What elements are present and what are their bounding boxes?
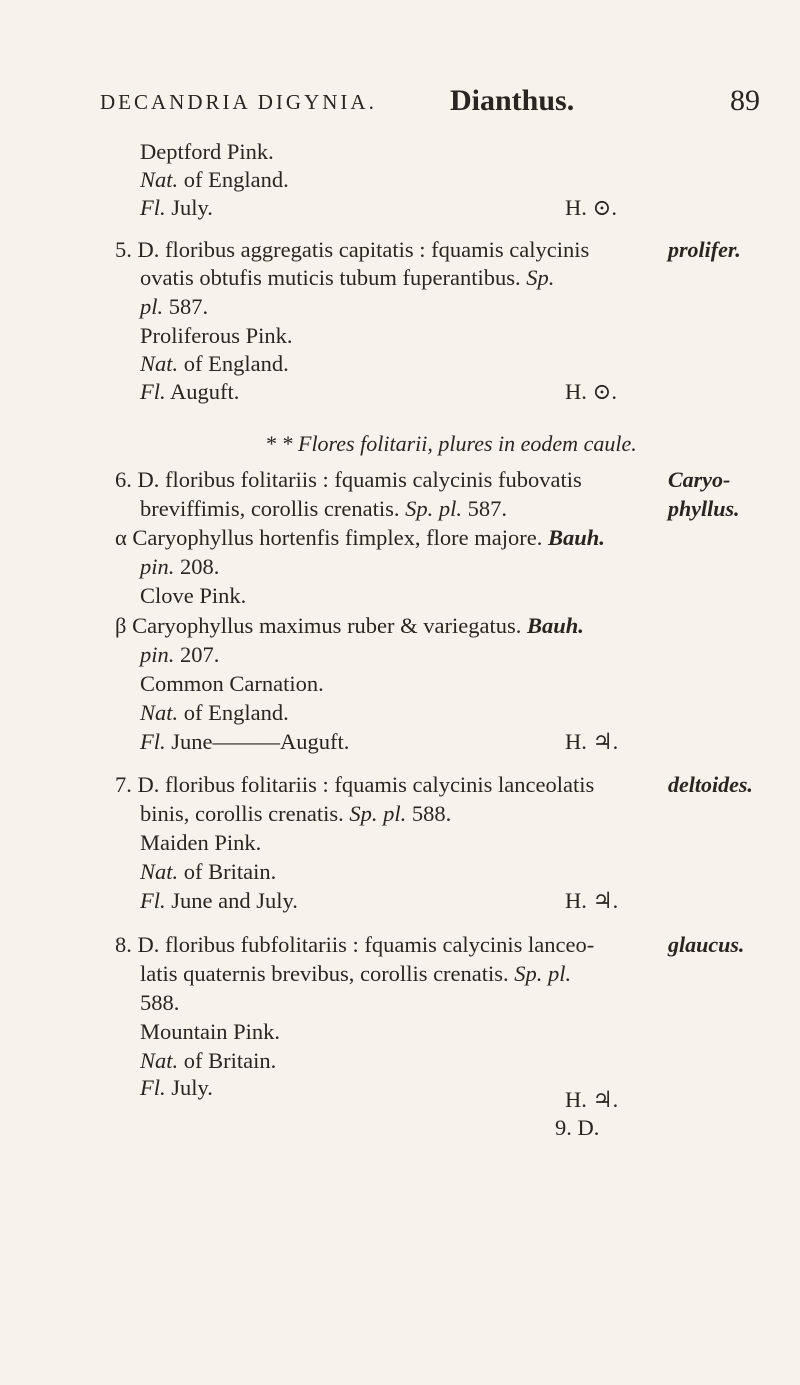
entry-6-beta-ref: pin. 207. (140, 642, 220, 667)
entry-8-diagnosis-cont: latis quaternis brevibus, corollis crenatis. Sp. pl. (140, 961, 572, 986)
catchword: 9. D. (555, 1115, 600, 1140)
entry-5-flowering: Fl. Auguft. (140, 379, 240, 404)
running-header (100, 84, 760, 124)
entry-7-native: Nat. of Britain. (140, 859, 277, 884)
entry-7-diagnosis: 7. D. floribus folitariis : fquamis calycinis lanceolatis (115, 772, 595, 797)
entry-6-habit: H. ♃. (565, 729, 619, 754)
entry-5-habit: H. ⊙. (565, 379, 617, 404)
entry-8-common-name: Mountain Pink. (140, 1019, 281, 1044)
margin-prolifer: prolifer. (668, 237, 741, 262)
entry-8-flowering: Fl. July. (140, 1075, 213, 1100)
common-name: Deptford Pink. (140, 139, 274, 164)
entry-6-beta-name: Common Carnation. (140, 671, 324, 696)
entry-6-alpha-name: Clove Pink. (140, 583, 247, 608)
entry-8-habit: H. ♃. (565, 1087, 619, 1112)
entry-8-reference: 588. (140, 990, 180, 1015)
entry-7-common-name: Maiden Pink. (140, 830, 262, 855)
margin-deltoides: deltoides. (668, 772, 753, 797)
entry-6-diagnosis-cont: breviffimis, corollis crenatis. Sp. pl. 587. (140, 496, 508, 521)
flowering-line: Fl. July. (140, 195, 213, 220)
entry-7-flowering: Fl. June and July. (140, 888, 298, 913)
entry-6-variety-alpha: α Caryophyllus hortenfis fimplex, flore majore. Bauh. (115, 525, 605, 550)
page-number: 89 (730, 84, 760, 117)
header-class-order: DECANDRIA DIGYNIA. (100, 90, 377, 114)
header-genus: Dianthus. (450, 84, 575, 117)
entry-8-native: Nat. of Britain. (140, 1048, 277, 1073)
entry-7-diagnosis-cont: binis, corollis crenatis. Sp. pl. 588. (140, 801, 452, 826)
entry-6-flowering: Fl. June———Auguft. (140, 729, 350, 754)
entry-5-native: Nat. of England. (140, 351, 289, 376)
margin-phyllus: phyllus. (668, 496, 740, 521)
entry-5-common-name: Proliferous Pink. (140, 323, 293, 348)
entry-6-native: Nat. of England. (140, 700, 289, 725)
entry-6-variety-beta: β Caryophyllus maximus ruber & variegatus. Bauh. (115, 613, 584, 638)
entry-8-diagnosis: 8. D. floribus fubfolitariis : fquamis calycinis lanceo- (115, 932, 595, 957)
entry-6-alpha-ref: pin. 208. (140, 554, 220, 579)
entry-6-diagnosis: 6. D. floribus folitariis : fquamis calycinis fubovatis (115, 467, 582, 492)
habit-symbol: H. ⊙. (565, 195, 617, 220)
native-line: Nat. of England. (140, 167, 289, 192)
entry-7-habit: H. ♃. (565, 888, 619, 913)
margin-glaucus: glaucus. (668, 932, 745, 957)
margin-caryo: Caryo- (668, 467, 731, 492)
entry-5-diagnosis-cont: ovatis obtufis muticis tubum fuperantibus. Sp. (140, 265, 555, 290)
entry-5-diagnosis: 5. D. floribus aggregatis capitatis : fquamis calycinis (115, 237, 590, 262)
section-subheading: * * Flores folitarii, plures in eodem caule. (265, 431, 637, 456)
entry-5-reference: pl. 587. (140, 294, 209, 319)
